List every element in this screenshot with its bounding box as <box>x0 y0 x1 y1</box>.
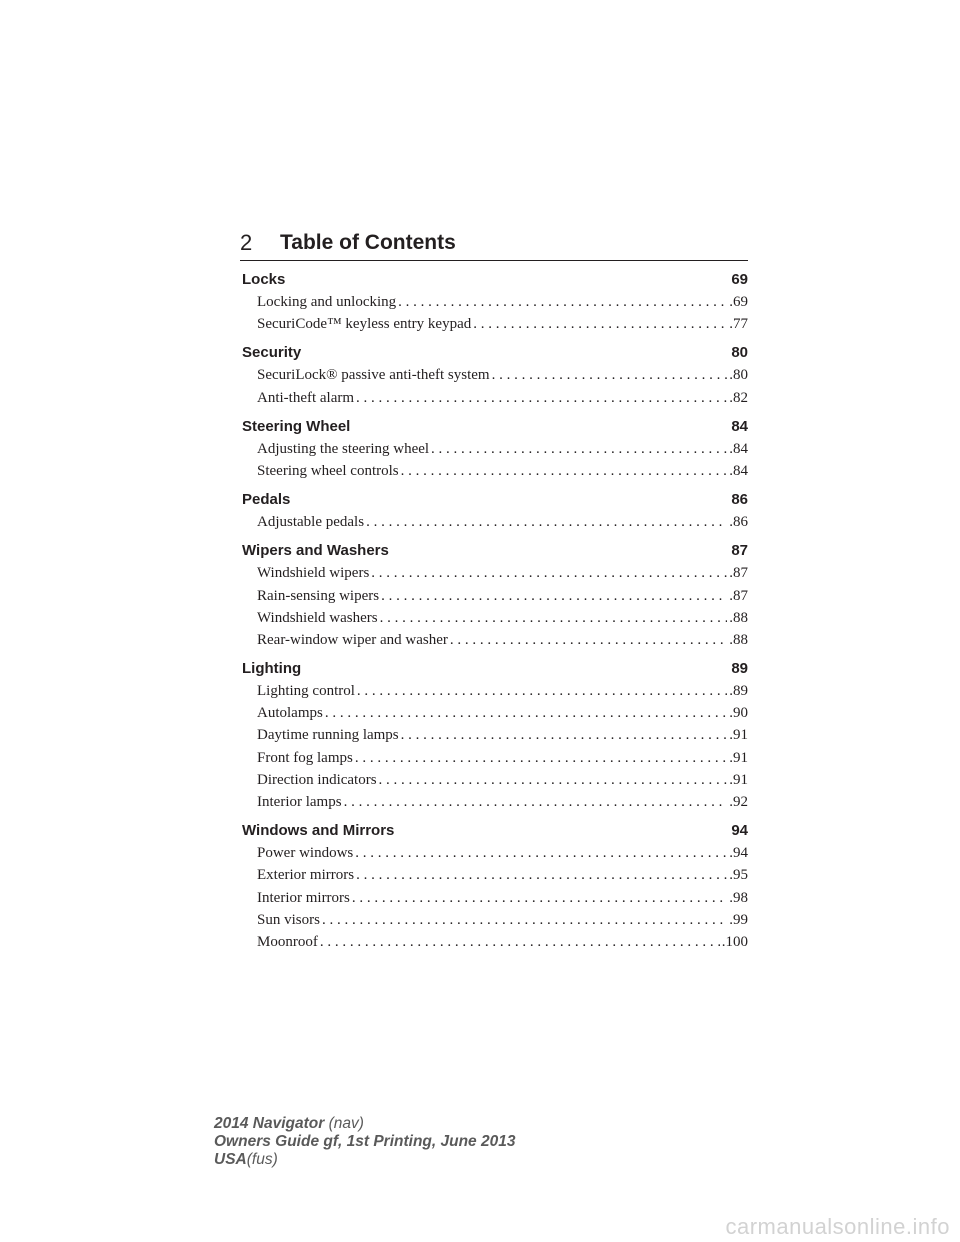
table-of-contents <box>242 268 748 959</box>
section-title: Windows and Mirrors <box>242 822 395 840</box>
toc-entry[interactable] <box>257 607 748 629</box>
dot-leader <box>352 887 727 909</box>
toc-entry[interactable] <box>257 387 748 409</box>
section-heading[interactable] <box>242 657 748 680</box>
toc-entry[interactable] <box>257 724 748 746</box>
footer-market-code: (fus) <box>246 1151 278 1168</box>
entry-page: .88 <box>729 609 748 626</box>
entry-label: Rain-sensing wipers <box>257 587 380 604</box>
dot-leader <box>401 460 728 482</box>
entry-label: Interior mirrors <box>257 889 350 906</box>
entry-page: .91 <box>729 749 748 766</box>
dot-leader <box>473 313 727 335</box>
page-number: 2 <box>240 230 253 255</box>
entry-page: .87 <box>729 587 748 604</box>
dot-leader <box>355 842 727 864</box>
entry-page: .77 <box>729 316 748 333</box>
entry-page: .92 <box>729 794 748 810</box>
toc-entry[interactable] <box>257 562 748 584</box>
entry-label: Daytime running lamps <box>257 727 399 744</box>
dot-leader <box>398 291 727 313</box>
entry-page: .82 <box>729 389 748 406</box>
section-heading[interactable] <box>242 341 748 364</box>
toc-section <box>242 268 748 341</box>
footer-model: 2014 Navigator <box>214 1115 325 1132</box>
footer-model-code: (nav) <box>328 1115 364 1132</box>
entry-page: .98 <box>729 889 748 906</box>
section-heading[interactable] <box>242 488 748 511</box>
dot-leader <box>344 791 728 813</box>
section-heading[interactable] <box>242 415 748 438</box>
section-title: Wipers and Washers <box>242 542 389 560</box>
toc-entry[interactable] <box>257 313 748 335</box>
entry-page: .94 <box>729 845 748 862</box>
dot-leader <box>355 747 727 769</box>
dot-leader <box>356 864 727 886</box>
page-header <box>240 230 748 261</box>
entry-label: Sun visors <box>257 911 320 928</box>
section-gap <box>242 953 748 959</box>
toc-entry[interactable] <box>257 364 748 386</box>
entry-page: .88 <box>729 631 748 648</box>
footer-line-2: Owners Guide gf, 1st Printing, June 2013 <box>214 1133 516 1150</box>
section-page: 94 <box>731 822 748 840</box>
footer-line-1 <box>214 1115 515 1133</box>
section-title: Steering Wheel <box>242 417 351 435</box>
dot-leader <box>401 724 728 746</box>
section-page: 87 <box>731 542 748 560</box>
toc-entry[interactable] <box>257 702 748 724</box>
toc-entry[interactable] <box>257 511 748 533</box>
entry-label: Moonroof <box>257 933 318 950</box>
toc-section <box>242 539 748 657</box>
section-page: 69 <box>731 271 748 288</box>
dot-leader <box>366 511 727 533</box>
entry-label: Autolamps <box>257 705 323 722</box>
toc-entry[interactable] <box>257 438 748 460</box>
toc-entry[interactable] <box>257 460 748 482</box>
section-page: 80 <box>731 344 748 362</box>
entry-label: Steering wheel controls <box>257 462 399 479</box>
footer-line-3 <box>214 1151 515 1169</box>
entry-page: .86 <box>729 514 748 531</box>
entry-page: .84 <box>729 462 748 479</box>
entry-label: Front fog lamps <box>257 749 353 766</box>
toc-entry[interactable] <box>257 864 748 886</box>
section-page: 84 <box>731 417 748 435</box>
dot-leader <box>381 585 727 607</box>
section-title: Pedals <box>242 491 291 509</box>
toc-section <box>242 488 748 539</box>
entry-label: Lighting control <box>257 683 355 700</box>
entry-page: .84 <box>729 440 748 457</box>
toc-entry[interactable] <box>257 909 748 931</box>
entry-page: .100 <box>721 933 748 950</box>
section-page: 86 <box>731 491 748 509</box>
toc-entry[interactable] <box>257 585 748 607</box>
entry-label: Locking and unlocking <box>257 294 397 310</box>
page-title: Table of Contents <box>280 231 456 254</box>
dot-leader <box>450 629 727 651</box>
toc-section <box>242 415 748 488</box>
dot-leader <box>356 387 727 409</box>
toc-entry[interactable] <box>257 629 748 651</box>
dot-leader <box>322 909 727 931</box>
dot-leader <box>325 702 727 724</box>
entry-label: Rear-window wiper and washer <box>257 631 448 648</box>
entry-page: .89 <box>729 683 748 700</box>
dot-leader <box>492 364 728 386</box>
toc-entry[interactable] <box>257 842 748 864</box>
section-page: 89 <box>731 660 748 678</box>
section-title: Lighting <box>242 660 302 678</box>
entry-page: .80 <box>729 367 748 384</box>
entry-page: .99 <box>729 911 748 928</box>
section-title: Locks <box>242 271 286 288</box>
toc-entry[interactable] <box>257 680 748 702</box>
entry-label: Windshield wipers <box>257 565 370 582</box>
entry-page: .87 <box>729 565 748 582</box>
entry-label: Anti-theft alarm <box>257 389 355 406</box>
toc-entry[interactable] <box>257 747 748 769</box>
entry-label: Exterior mirrors <box>257 867 355 884</box>
footer-market: USA <box>214 1151 247 1168</box>
entry-page: .95 <box>729 867 748 884</box>
entry-label: Direction indicators <box>257 771 377 788</box>
section-heading[interactable] <box>242 819 748 842</box>
entry-label: SecuriCode™ keyless entry keypad <box>257 316 472 333</box>
entry-page: .91 <box>729 727 748 744</box>
entry-page: .90 <box>729 705 748 722</box>
toc-section <box>242 657 748 819</box>
toc-section <box>242 341 748 414</box>
section-heading[interactable] <box>242 268 748 291</box>
dot-leader <box>320 931 720 953</box>
toc-entry[interactable] <box>257 291 748 313</box>
entry-label: SecuriLock® passive anti-theft system <box>257 367 490 384</box>
entry-label: Interior lamps <box>257 794 342 810</box>
watermark: carmanualsonline.info <box>725 1214 950 1239</box>
toc-entry[interactable] <box>257 791 748 813</box>
entry-label: Adjustable pedals <box>257 514 365 531</box>
entry-page: .69 <box>729 294 748 310</box>
toc-entry[interactable] <box>257 769 748 791</box>
footer <box>214 1115 515 1169</box>
entry-label: Power windows <box>257 845 354 862</box>
entry-page: .91 <box>729 771 748 788</box>
dot-leader <box>371 562 727 584</box>
toc-entry[interactable] <box>257 931 748 953</box>
toc-section <box>242 819 748 959</box>
entry-label: Windshield washers <box>257 609 378 626</box>
entry-label: Adjusting the steering wheel <box>257 440 430 457</box>
section-heading[interactable] <box>242 539 748 562</box>
section-title: Security <box>242 344 302 362</box>
dot-leader <box>380 607 728 629</box>
toc-entry[interactable] <box>257 887 748 909</box>
dot-leader <box>431 438 727 460</box>
dot-leader <box>379 769 728 791</box>
dot-leader <box>357 680 727 702</box>
